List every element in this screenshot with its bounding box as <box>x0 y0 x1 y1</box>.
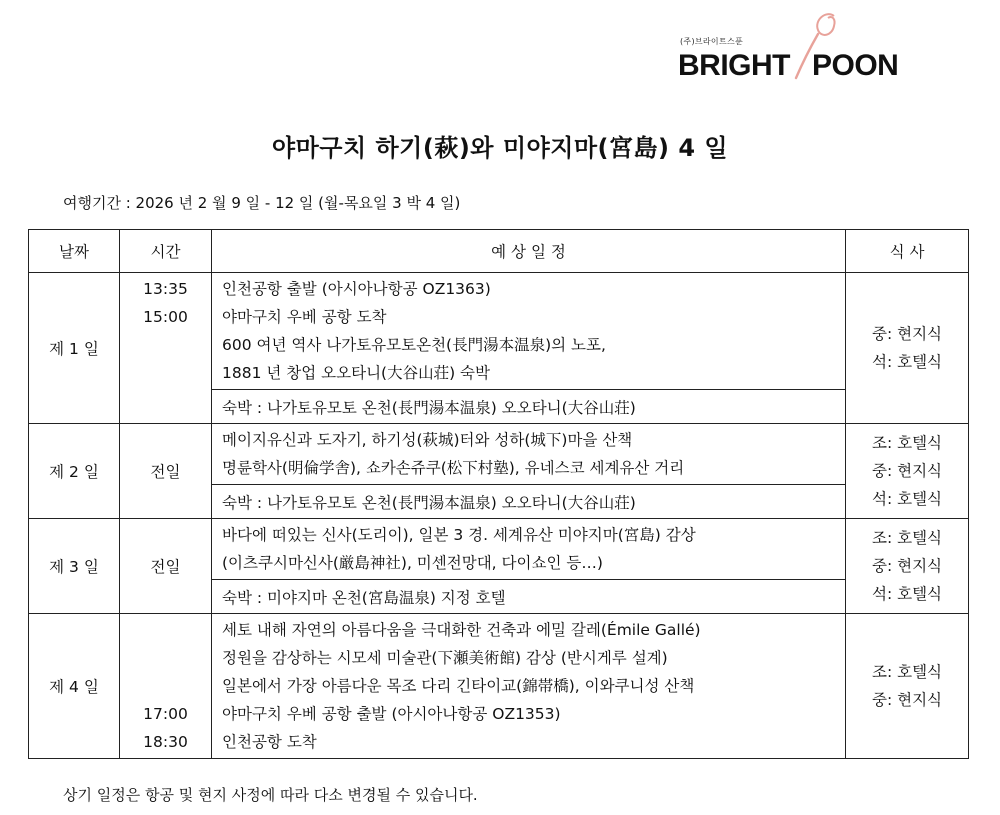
plan-line: 바다에 떠있는 신사(도리이), 일본 3 경. 세계유산 미야지마(宮島) 감상 <box>222 526 696 544</box>
header-plan: 예 상 일 정 <box>212 230 846 273</box>
stay-info: 숙박 : 미야지마 온천(宮島温泉) 지정 호텔 <box>212 580 846 614</box>
time-value: 18:30 <box>143 733 188 751</box>
plan-line: 정원을 감상하는 시모세 미술관(下瀬美術館) 감상 (반시게루 설계) <box>222 649 668 667</box>
meal-value: 석: 호텔식 <box>871 490 943 508</box>
day-plan <box>212 273 846 390</box>
table-row <box>29 424 969 485</box>
meal-value: 석: 호텔식 <box>871 585 943 603</box>
day-date: 제 1 일 <box>29 273 120 424</box>
meal-value: 조: 호텔식 <box>871 663 943 681</box>
plan-line: 600 여년 역사 나가토유모토온천(長門湯本温泉)의 노포, <box>222 336 606 354</box>
travel-period: 여행기간 : 2026 년 2 월 9 일 - 12 일 (월-목요일 3 박 4 일) <box>63 194 461 212</box>
plan-line: 메이지유신과 도자기, 하기성(萩城)터와 성하(城下)마을 산책 <box>222 431 633 449</box>
header-time: 시간 <box>120 230 212 273</box>
day-times: 전일 <box>120 424 212 519</box>
time-value: 15:00 <box>143 308 188 326</box>
meal-value: 석: 호텔식 <box>871 353 943 371</box>
meal-value: 조: 호텔식 <box>871 434 943 452</box>
header-date: 날짜 <box>29 230 120 273</box>
day-times <box>120 273 212 424</box>
day-meals <box>846 273 969 424</box>
time-value: 13:35 <box>143 280 188 298</box>
day-date: 제 4 일 <box>29 614 120 759</box>
day-date: 제 2 일 <box>29 424 120 519</box>
day-meals <box>846 424 969 519</box>
plan-line: 1881 년 창업 오오타니(大谷山荘) 숙박 <box>222 364 491 382</box>
table-row <box>29 614 969 759</box>
day-meals <box>846 519 969 614</box>
plan-line: 인천공항 출발 (아시아나항공 OZ1363) <box>222 280 491 298</box>
meal-value: 중: 현지식 <box>871 462 943 480</box>
brand-left: BRIGHT <box>678 49 790 82</box>
day-plan <box>212 424 846 485</box>
day-times: 전일 <box>120 519 212 614</box>
plan-line: 야마구치 우베 공항 출발 (아시아나항공 OZ1353) <box>222 705 561 723</box>
meal-value: 중: 현지식 <box>871 325 943 343</box>
footnote: 상기 일정은 항공 및 현지 사정에 따라 다소 변경될 수 있습니다. <box>63 786 478 804</box>
brand-right: POON <box>812 49 899 82</box>
plan-line: 세토 내해 자연의 아름다움을 극대화한 건축과 에밀 갈레(Émile Gallé) <box>222 621 701 639</box>
plan-line: 일본에서 가장 아름다운 목조 다리 긴타이교(錦帯橋), 이와쿠니성 산책 <box>222 677 695 695</box>
table-header-row <box>29 230 969 273</box>
table-row <box>29 273 969 390</box>
time-value <box>120 616 211 644</box>
plan-line: (이츠쿠시마신사(厳島神社), 미센전망대, 다이쇼인 등…) <box>222 554 603 572</box>
time-value <box>120 672 211 700</box>
meal-value: 조: 호텔식 <box>871 529 943 547</box>
day-date: 제 3 일 <box>29 519 120 614</box>
day-times <box>120 614 212 759</box>
brand-wordmark <box>678 49 898 83</box>
plan-line: 야마구치 우베 공항 도착 <box>222 308 387 326</box>
time-value: 17:00 <box>143 705 188 723</box>
itinerary-table <box>28 229 969 759</box>
day-meals <box>846 614 969 759</box>
header-meal: 식 사 <box>846 230 969 273</box>
day-plan <box>212 519 846 580</box>
plan-line: 인천공항 도착 <box>222 733 317 751</box>
stay-info: 숙박 : 나가토유모토 온천(長門湯本温泉) 오오타니(大谷山荘) <box>212 485 846 519</box>
stay-info: 숙박 : 나가토유모토 온천(長門湯本温泉) 오오타니(大谷山荘) <box>212 390 846 424</box>
meal-value: 중: 현지식 <box>871 691 943 709</box>
brightspoon-logo <box>676 12 928 82</box>
plan-line: 명륜학사(明倫学舎), 쇼카손쥬쿠(松下村塾), 유네스코 세계유산 거리 <box>222 459 685 477</box>
day-plan <box>212 614 846 759</box>
company-name: (주)브라이트스푼 <box>680 37 744 46</box>
meal-value: 중: 현지식 <box>871 557 943 575</box>
table-row <box>29 519 969 580</box>
page-title: 야마구치 하기(萩)와 미야지마(宮島) 4 일 <box>271 134 729 162</box>
time-value <box>120 644 211 672</box>
